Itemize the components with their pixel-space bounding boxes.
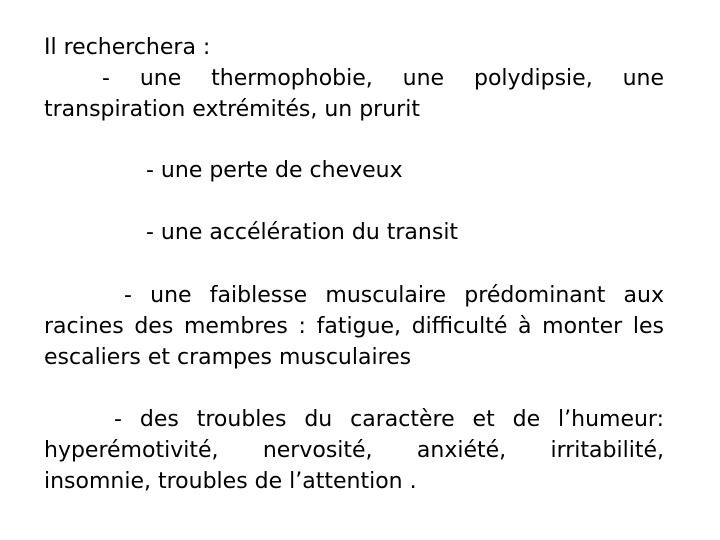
symptom-item-mood-disorders (44, 404, 664, 497)
symptom-first-line: - une faiblesse musculaire prédominant aux (124, 283, 664, 308)
symptom-continuation: transpiration extrémités, un prurit (44, 97, 420, 122)
symptom-item-transit: - une accélération du transit (146, 220, 459, 245)
intro-heading: Il recherchera : (44, 35, 211, 60)
symptom-first-line: - une thermophobie, une polydipsie, une (102, 66, 664, 91)
symptom-item-thermophobia (44, 63, 664, 125)
symptom-item-hair-loss: - une perte de cheveux (146, 158, 403, 183)
symptom-continuation: hyperémotivité, nervosité, anxiété, irritabilité, insomnie, troubles de l’attention . (44, 438, 664, 494)
symptom-item-muscle-weakness (44, 280, 664, 373)
symptom-first-line: - des troubles du caractère et de l’humeur: (114, 407, 664, 432)
symptom-continuation: racines des membres : fatigue, difficulté à monter les escaliers et crampes musculaires (44, 314, 664, 370)
